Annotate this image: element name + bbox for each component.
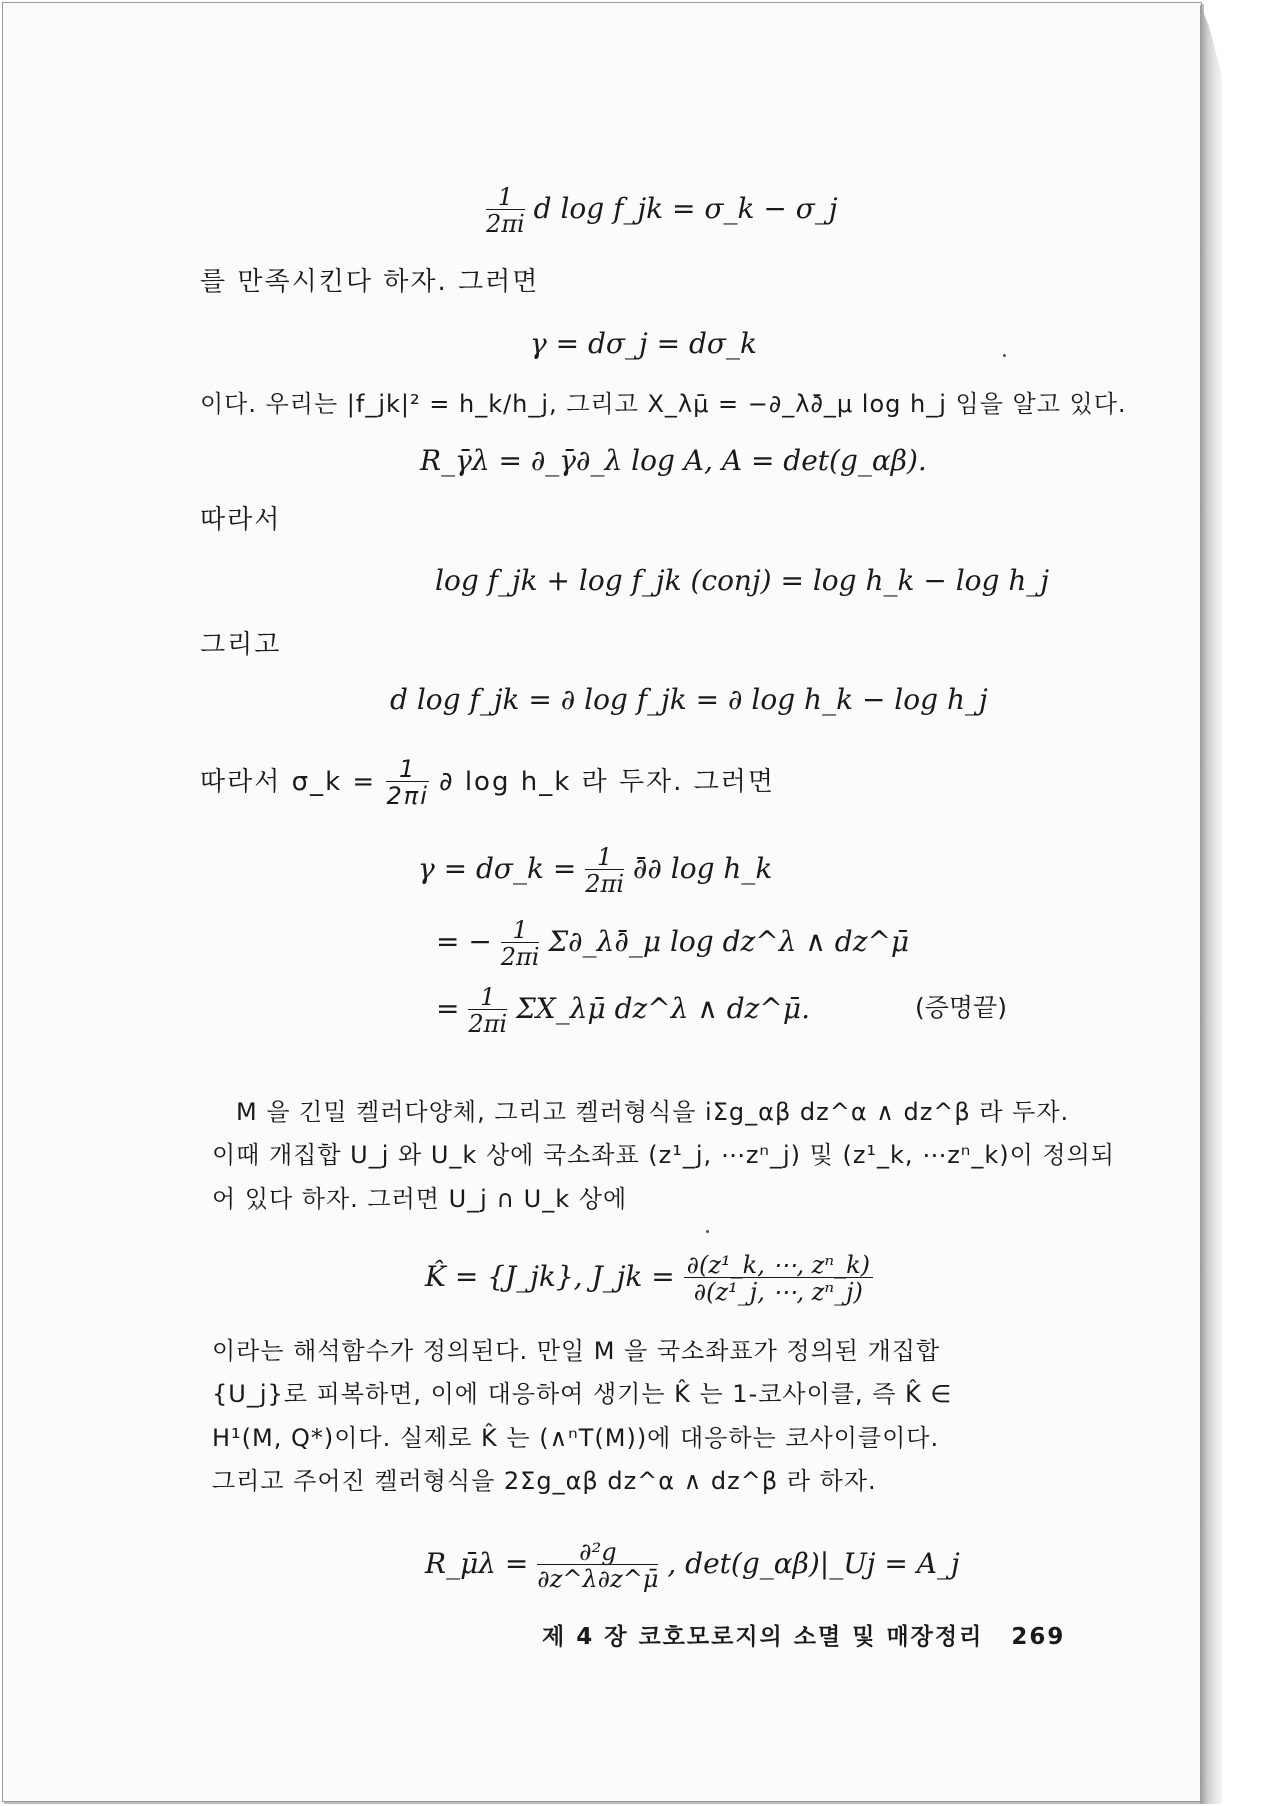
paragraph-line: {U_j}로 피복하면, 이에 대응하여 생기는 K̂ 는 1-코사이클, 즉 K̂ ∈ (212, 1380, 953, 1408)
paragraph-line: 이때 개집합 U_j 와 U_k 상에 국소좌표 (z¹_j, ⋯zⁿ_j) 및 (z¹_k, ⋯zⁿ_k)이 정의되 (212, 1141, 1115, 1169)
fraction: $\frac{\text{∂(z¹\_k, ⋯, zⁿ\_k)}}{\text{∂(z¹\_j, ⋯, zⁿ\_j)}}$ (684, 1253, 873, 1304)
scan-speck (706, 1230, 709, 1233)
equation-text: ∂̄∂ log h_k (632, 852, 773, 885)
equation-4: log f_jk + log f_jk (conj) = log h_k − log h_j (435, 564, 1050, 597)
chapter-title: 제 4 장 코호모로지의 소멸 및 매장정리 (542, 1624, 984, 1650)
paragraph-line: H¹(M, Q*)이다. 실제로 K̂ 는 (∧ⁿT(M))에 대응하는 코사이클이다. (212, 1424, 940, 1452)
fraction: $\frac{\text{∂²g}}{\partial z\^{}\lambda\partial z\^{}\mū}$ (537, 1538, 659, 1593)
equation-text: d log f_jk = σ_k − σ_j (533, 192, 838, 225)
paragraph-line: 이라는 해석함수가 정의된다. 만일 M 을 국소좌표가 정의된 개집합 (212, 1337, 941, 1365)
equation-6-line-3 (436, 985, 810, 1036)
page-edge-shadow (1200, 4, 1222, 1804)
scan-speck (1003, 354, 1006, 357)
paragraph-line: 이다. 우리는 |f_jk|² = h_k/h_j, 그리고 X_λμ̄ = −∂_λ∂̄_μ log h_j 임을 알고 있다. (200, 390, 1127, 418)
equation-1 (486, 185, 838, 236)
paragraph-line: 어 있다 하자. 그러면 U_j ∩ U_k 상에 (212, 1185, 628, 1213)
fraction: $\frac{1}{2\pi i}$ (486, 183, 525, 238)
book-page (2, 2, 1202, 1802)
paragraph-line: 그리고 (200, 630, 282, 660)
paragraph-line (200, 757, 775, 808)
equation-text: K̂ = {J_jk}, J_jk = (425, 1260, 675, 1293)
fraction: $\frac{1}{2\pi i}$ (386, 755, 429, 810)
text-segment: 따라서 σ_k = (200, 767, 377, 797)
fraction: $\frac{1}{2\pi i}$ (500, 916, 540, 971)
equation-6-line-1 (418, 845, 772, 896)
equation-text: R_μ̄λ = (425, 1547, 529, 1580)
equation-6-line-2 (436, 918, 909, 969)
equation-3: R_γ̄λ = ∂_γ̄∂_λ log A, A = det(g_αβ). (420, 444, 927, 477)
page-number: 269 (1011, 1624, 1066, 1650)
qed-marker: (증명끝) (915, 993, 1007, 1022)
paragraph-line: 를 만족시킨다 하자. 그러면 (200, 267, 540, 297)
running-footer (542, 1620, 1065, 1654)
equation-text: ΣX_λμ̄ dz^λ ∧ dz^μ̄. (516, 992, 810, 1025)
equation-7 (425, 1253, 873, 1304)
equation-8 (425, 1540, 960, 1591)
equation-text: , det(g_αβ)|_Uj = A_j (667, 1547, 960, 1580)
equation-text: = − (436, 925, 492, 958)
paragraph-line: 따라서 (200, 505, 282, 535)
paragraph-line: M 을 긴밀 켈러다양체, 그리고 켈러형식을 iΣg_αβ dz^α ∧ dz^β 라 두자. (236, 1098, 1070, 1126)
paragraph-line: 그리고 주어진 켈러형식을 2Σg_αβ dz^α ∧ dz^β 라 하자. (212, 1467, 877, 1495)
text-segment: ∂ log h_k 라 두자. 그러면 (439, 767, 776, 797)
fraction: $\frac{1}{2\pi i}$ (585, 843, 624, 898)
equation-text: = (436, 992, 460, 1025)
equation-text: γ = dσ_k = (418, 852, 577, 885)
fraction: $\frac{1}{2\pi i}$ (468, 983, 508, 1038)
equation-2: γ = dσ_j = dσ_k (530, 327, 757, 360)
equation-text: Σ∂_λ∂̄_μ log dz^λ ∧ dz^μ̄ (548, 925, 910, 958)
equation-5: d log f_jk = ∂ log f_jk = ∂ log h_k − log h_j (390, 683, 988, 716)
